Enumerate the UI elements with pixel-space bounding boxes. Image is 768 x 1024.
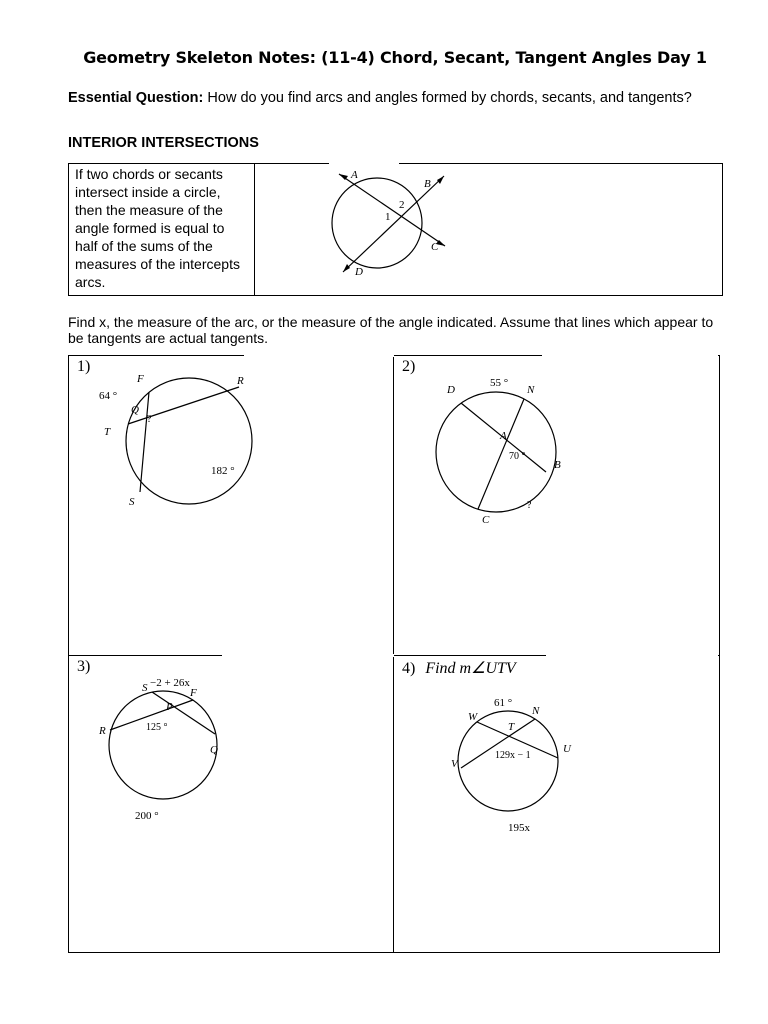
chord-bd (343, 176, 444, 272)
label-n: N (527, 384, 535, 396)
chord-tr (128, 387, 239, 424)
label-arc-55: 55 ° (490, 377, 509, 389)
label-v: V (451, 758, 458, 770)
theorem-diagram (269, 164, 469, 294)
label-c: C (482, 514, 490, 526)
label-angle-1: 1 (385, 211, 391, 223)
essential-question (68, 90, 692, 106)
problem-4-prompt: Find m∠UTV (425, 660, 516, 677)
label-b: B (554, 459, 561, 471)
label-angle-expression: 129x − 1 (495, 750, 531, 761)
label-r: R (237, 375, 244, 387)
theorem-text: If two chords or secants intersect inside a circle, then the measure of the angle formed is equal to half of the sums of the measures of the intercepts arcs. (69, 164, 255, 295)
label-angle-2: 2 (399, 199, 405, 211)
border-gap (244, 354, 394, 357)
label-t: T (508, 721, 515, 733)
instructions: Find x, the measure of the arc, or the measure of the angle indicated. Assume that lines which appear to be tangents are actual tangents. (68, 314, 714, 346)
label-f: F (137, 373, 144, 385)
border-gap (542, 354, 718, 357)
label-b: B (424, 178, 431, 190)
label-angle-70: 70 ° (509, 451, 526, 462)
arrow-d (343, 264, 350, 272)
circle (109, 691, 217, 799)
essential-question-text: How do you find arcs and angles formed by chords, secants, and tangents? (207, 90, 692, 106)
border-gap (222, 654, 394, 657)
label-c: C (431, 241, 439, 253)
problem-1-cell (68, 355, 394, 655)
page-title: Geometry Skeleton Notes: (11-4) Chord, Secant, Tangent Angles Day 1 (83, 48, 707, 67)
label-unknown: ? (527, 500, 532, 511)
circle (436, 392, 556, 512)
label-arc-195x: 195x (508, 822, 530, 834)
problem-grid (68, 355, 720, 953)
section-heading: INTERIOR INTERSECTIONS (68, 135, 259, 151)
problem-2-number: 2) (402, 358, 416, 375)
border-gap (546, 654, 718, 657)
label-p: P (166, 701, 173, 713)
problem-4-number (402, 658, 516, 678)
problem-4-label: 4) (402, 660, 416, 677)
label-w: W (468, 711, 478, 723)
label-s: S (142, 682, 148, 694)
label-f: F (190, 687, 197, 699)
essential-question-label: Essential Question: (68, 90, 204, 106)
theorem-circle (332, 178, 422, 268)
problem-4-diagram (414, 686, 654, 846)
theorem-box (68, 163, 723, 296)
problem-1-diagram (89, 366, 329, 516)
problem-3-diagram (89, 666, 329, 836)
label-s: S (129, 496, 135, 508)
arrow-b (437, 176, 444, 184)
label-d: D (355, 266, 363, 278)
label-arc-61: 61 ° (494, 697, 513, 709)
label-a: A (351, 169, 358, 181)
problem-3-cell (68, 655, 394, 953)
label-arc-64: 64 ° (99, 390, 118, 402)
label-q: Q (131, 404, 139, 416)
problem-3-number: 3) (77, 658, 91, 675)
chord-fs (140, 392, 149, 492)
label-angle-125: 125 ° (146, 722, 168, 733)
label-unknown: ? (147, 414, 152, 425)
label-q: Q (210, 744, 218, 756)
problem-1-number: 1) (77, 358, 91, 375)
label-a: A (500, 430, 507, 442)
label-arc-182: 182 ° (211, 465, 235, 477)
label-arc-200: 200 ° (135, 810, 159, 822)
problem-2-cell (394, 355, 720, 655)
problem-4-cell (394, 655, 720, 953)
label-arc-expression: −2 + 26x (150, 677, 190, 689)
problem-2-diagram (414, 366, 654, 526)
label-u: U (563, 743, 571, 755)
label-n: N (532, 705, 540, 717)
label-t: T (104, 426, 111, 438)
label-d: D (447, 384, 455, 396)
label-r: R (99, 725, 106, 737)
